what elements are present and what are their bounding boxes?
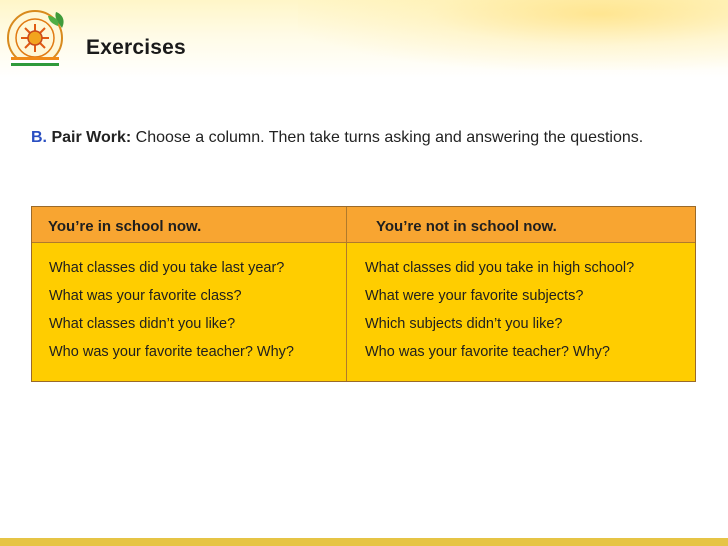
exercise-letter: B. [31, 129, 47, 146]
column-heading-not-in-school: You’re not in school now. [376, 218, 557, 235]
question-item: What classes didn’t you like? [49, 316, 236, 332]
question-item: What classes did you take in high school? [365, 260, 635, 276]
school-logo [4, 4, 70, 70]
question-item: What was your favorite class? [49, 288, 242, 304]
question-item: Which subjects didn’t you like? [365, 316, 563, 332]
exercise-text: Choose a column. Then take turns asking and answering the questions. [135, 129, 644, 146]
question-item: What were your favorite subjects? [365, 288, 584, 304]
question-item: Who was your favorite teacher? Why? [49, 344, 294, 360]
column-divider [346, 207, 347, 381]
question-table [31, 206, 696, 382]
exercise-label: Pair Work: [51, 129, 132, 146]
slide-title: Exercises [86, 36, 186, 59]
question-item: Who was your favorite teacher? Why? [365, 344, 610, 360]
question-list-in-school [49, 259, 294, 371]
question-list-not-in-school [365, 259, 634, 371]
column-heading-in-school: You’re in school now. [48, 218, 202, 235]
question-item: What classes did you take last year? [49, 260, 285, 276]
footer-bar [0, 538, 728, 546]
exercise-instructions [31, 127, 681, 149]
